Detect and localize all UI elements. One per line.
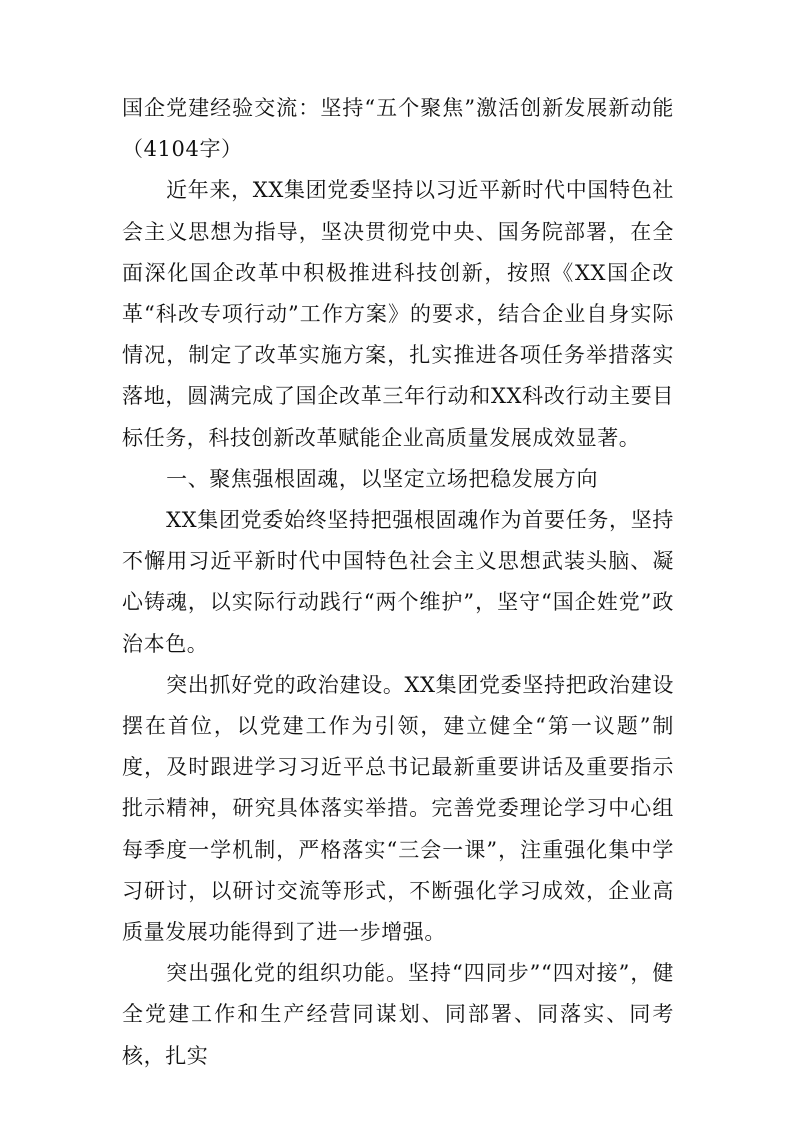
section-1-paragraph: XX集团党委始终坚持把强根固魂作为首要任务，坚持不懈用习近平新时代中国特色社会主义思想武装头脑、凝心铸魂，以实际行动践行“两个维护”，坚守“国企姓党”政治本色。 — [122, 508, 674, 656]
intro-paragraph: 近年来，XX集团党委坚持以习近平新时代中国特色社会主义思想为指导，坚决贯彻党中央、国务院部署，在全面深化国企改革中积极推进科技创新，按照《XX国企改革“科改专项行动”工作方案》的要求，结合企业自身实际情况，制定了改革实施方案，扎实推进各项任务举措落实落地，圆满完成了国企改革三年行动和XX科改行动主要目标任务，科技创新改革赋能企业高质量发展成效显著。 — [122, 178, 674, 450]
organization-function-paragraph: 突出强化党的组织功能。坚持“四同步”“四对接”，健全党建工作和生产经营同谋划、同部署、同落实、同考核，扎实 — [122, 961, 674, 1068]
document-page — [122, 88, 674, 1077]
political-building-paragraph: 突出抓好党的政治建设。XX集团党委坚持把政治建设摆在首位，以党建工作为引领，建立健全“第一议题”制度，及时跟进学习习近平总书记最新重要讲话及重要指示批示精神，研究具体落实举措。完善党委理论学习中心组每季度一学机制，严格落实“三会一课”，注重强化集中学习研讨，以研讨交流等形式，不断强化学习成效，企业高质量发展功能得到了进一步增强。 — [122, 672, 674, 945]
document-title: 国企党建经验交流：坚持“五个聚焦”激活创新发展新动能（4104字） — [122, 96, 674, 162]
section-heading-1: 一、聚焦强根固魂，以坚定立场把稳发展方向 — [166, 466, 599, 491]
